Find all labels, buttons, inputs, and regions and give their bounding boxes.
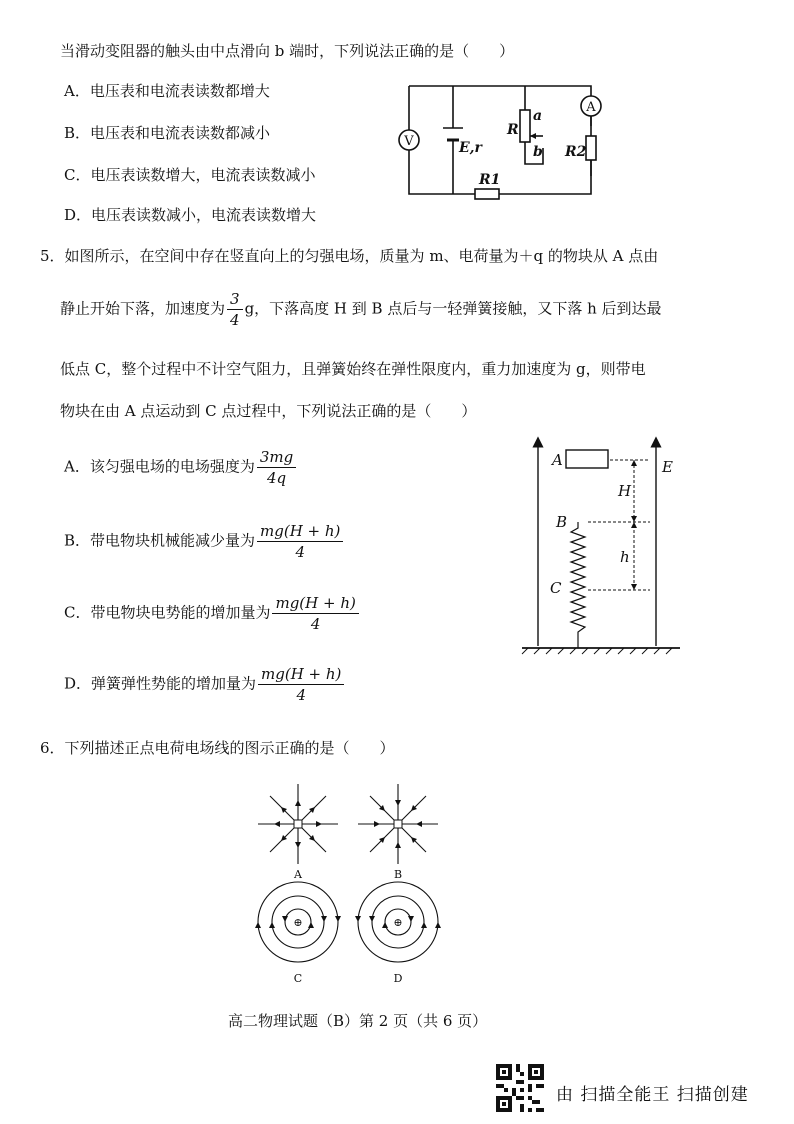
q5-line2-pre: 静止开始下落，加速度为 xyxy=(60,299,226,318)
figure-label-c: C xyxy=(293,972,303,985)
q4-option-c: C．电压表读数增大，电流表读数减小 xyxy=(64,166,316,184)
scanner-watermark: 由 扫描全能王 扫描创建 xyxy=(556,1085,749,1105)
circuit-wire-top xyxy=(409,86,591,176)
label-a: A xyxy=(552,451,563,469)
q4-option-d: D．电压表读数减小，电流表读数增大 xyxy=(64,206,317,224)
rheostat-icon xyxy=(520,110,530,142)
field-lines-figure xyxy=(250,780,450,990)
q5-line4: 物块在由 A 点运动到 C 点过程中，下列说法正确的是（ ） xyxy=(60,402,477,420)
ammeter-label: A xyxy=(586,100,596,115)
charge-b-icon xyxy=(394,820,402,828)
q4-option-a: A．电压表和电流表读数都增大 xyxy=(64,82,270,100)
q5-option-d-den: 4 xyxy=(296,686,306,704)
voltmeter-icon xyxy=(399,130,419,150)
ammeter-icon xyxy=(581,96,601,116)
q5-option-a xyxy=(64,448,298,487)
q5-option-a-num: 3mg xyxy=(257,448,296,468)
accel-numerator: 3 xyxy=(227,290,243,310)
rheostat-b-label: b xyxy=(533,144,543,160)
circuit-diagram xyxy=(395,78,615,208)
q4-option-b: B．电压表和电流表读数都减小 xyxy=(64,124,271,142)
ground-hatching xyxy=(522,648,672,654)
q5-line2 xyxy=(60,290,662,329)
figure-label-d: D xyxy=(393,972,403,985)
voltmeter-label: V xyxy=(404,134,414,149)
accel-denominator: 4 xyxy=(230,311,240,329)
q5-option-a-den: 4q xyxy=(266,469,287,487)
r1-label: R1 xyxy=(479,172,501,188)
q5-option-c-text: C．带电物块电势能的增加量为 xyxy=(64,603,271,622)
slider-arrow-icon xyxy=(530,133,536,139)
charge-a-icon xyxy=(294,820,302,828)
q5-option-b-den: 4 xyxy=(295,543,305,561)
q5-option-b-text: B．带电物块机械能减少量为 xyxy=(64,531,256,550)
battery-icon xyxy=(443,128,463,140)
figure-label-a: A xyxy=(294,868,302,881)
label-b: B xyxy=(556,513,568,531)
q5-option-b-num: mg(H + h) xyxy=(257,522,343,542)
q5-option-d xyxy=(64,665,346,704)
label-e: E xyxy=(662,458,673,476)
charge-c-icon: ⊕ xyxy=(293,916,303,929)
block-a xyxy=(566,450,608,468)
q5-option-c-num: mg(H + h) xyxy=(272,594,358,614)
spring-field-diagram xyxy=(520,436,690,658)
qr-code-icon xyxy=(496,1064,544,1112)
figure-label-b: B xyxy=(393,868,403,881)
rheostat-label: R xyxy=(507,122,519,138)
q5-line2-post: g，下落高度 H 到 B 点后与一轻弹簧接触，又下落 h 后到达最 xyxy=(244,299,662,318)
q5-option-a-text: A．该匀强电场的电场强度为 xyxy=(64,457,255,476)
acceleration-fraction xyxy=(227,290,243,329)
resistor-r2-icon xyxy=(586,136,596,160)
q5-line3: 低点 C，整个过程中不计空气阻力，且弹簧始终在弹性限度内，重力加速度为 g，则带电 xyxy=(60,360,646,378)
q6-line: 6．下列描述正点电荷电场线的图示正确的是（ ） xyxy=(40,739,395,757)
label-c: C xyxy=(550,579,562,597)
q4-intro: 当滑动变阻器的触头由中点滑向 b 端时，下列说法正确的是（ ） xyxy=(60,42,515,60)
q5-line1: 5．如图所示，在空间中存在竖直向上的匀强电场，质量为 m、电荷量为＋q 的物块从 A 点由 xyxy=(40,247,659,265)
charge-d-icon: ⊕ xyxy=(393,916,403,929)
q5-option-b xyxy=(64,522,345,561)
q5-option-d-text: D．弹簧弹性势能的增加量为 xyxy=(64,674,257,693)
resistor-r1-icon xyxy=(475,189,499,199)
page-footer: 高二物理试题（B）第 2 页（共 6 页） xyxy=(228,1012,488,1030)
q5-option-c-den: 4 xyxy=(310,615,321,633)
source-label: E,r xyxy=(459,140,482,156)
label-small-h: h xyxy=(620,548,630,566)
q5-option-c xyxy=(64,594,361,633)
q5-option-d-num: mg(H + h) xyxy=(258,665,344,685)
rheostat-a-label: a xyxy=(533,108,543,124)
r2-label: R2 xyxy=(565,144,587,160)
spring-icon xyxy=(571,522,585,648)
label-big-h: H xyxy=(618,482,632,500)
